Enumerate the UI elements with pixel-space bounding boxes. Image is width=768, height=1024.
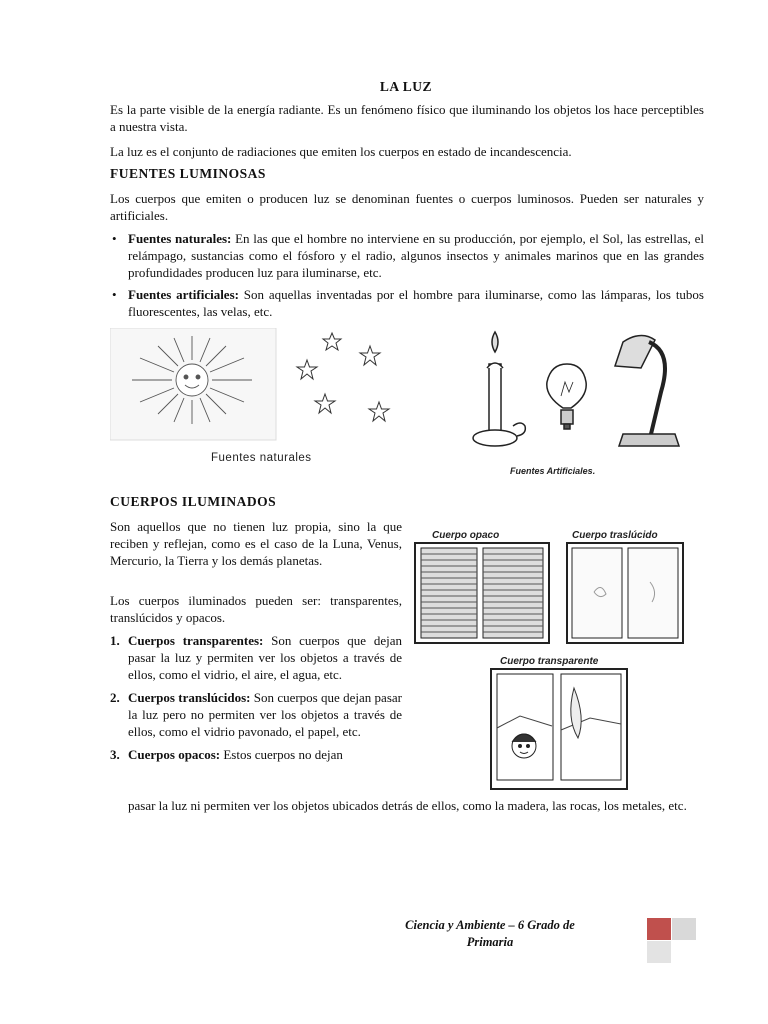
list-item <box>110 689 402 740</box>
item-term: Cuerpos transparentes: <box>128 633 264 648</box>
item-3-continued: pasar la luz ni permiten ver los objetos ubicados detrás de ellos, como la madera, las rocas, los metales, etc. <box>128 798 687 813</box>
item-number: 3. <box>110 747 120 762</box>
translucent-window-illustration <box>566 542 684 644</box>
list-item <box>110 746 402 763</box>
section-heading-iluminados: CUERPOS ILUMINADOS <box>110 494 277 509</box>
child-face-icon <box>512 734 536 758</box>
item-desc: Son cuerpos que dejan pasar la luz pero no permiten ver los objetos a través de ellos, como el vidrio pavonado, el papel, etc. <box>128 690 402 739</box>
item-term: Fuentes artificiales: <box>128 287 239 302</box>
iluminados-paragraph-1: Son aquellos que no tienen luz propia, sino la que reciben y reflejan, como es el caso de la Luna, Venus, Mercurio, la Tierra y los demás planetas. <box>110 519 402 568</box>
artificial-sources-illustration <box>465 322 685 457</box>
item-term: Cuerpos translúcidos: <box>128 690 251 705</box>
intro-paragraph-2: La luz es el conjunto de radiaciones que emiten los cuerpos en estado de incandescencia. <box>110 144 572 159</box>
label-transparent: Cuerpo transparente <box>500 656 599 667</box>
item-number: 2. <box>110 690 120 705</box>
footer-line-2: Primaria <box>466 935 514 949</box>
fuentes-list <box>110 230 704 320</box>
item-term: Cuerpos opacos: <box>128 747 221 762</box>
footer-line-1: Ciencia y Ambiente – 6 Grado de <box>405 918 575 932</box>
item-desc: En las que el hombre no interviene en su producción, por ejemplo, el Sol, las estrellas, el relámpago, sustancias como el fósforo y el radio, algunos insectos y animales marinos que en las grandes profundidades producen luz para iluminarse, etc. <box>128 231 704 280</box>
star-icon <box>297 333 389 421</box>
item-desc: Estos cuerpos no dejan <box>220 747 343 762</box>
intro-paragraph-1: Es la parte visible de la energía radiante. Es un fenómeno físico que iluminando los objetos los hace perceptibles a nuestra vista. <box>110 102 704 134</box>
candle-icon <box>473 332 525 446</box>
footer-light-block <box>647 941 671 963</box>
list-item <box>110 230 704 281</box>
item-term: Fuentes naturales: <box>128 231 232 246</box>
item-desc: Son cuerpos que dejan pasar la luz y permiten ver los objetos a través de ellos, como el vidrio, el aire, el agua, etc. <box>128 633 402 682</box>
item-number: 1. <box>110 633 120 648</box>
opaque-window-illustration <box>414 542 550 644</box>
transparent-window-illustration <box>490 668 628 790</box>
desk-lamp-icon <box>615 335 679 446</box>
item-desc: Son aquellas inventadas por el hombre para iluminarse, como las lámparas, los tubos fluorescentes, las velas, etc. <box>128 287 704 319</box>
iluminados-paragraph-2: Los cuerpos iluminados pueden ser: transparentes, translúcidos y opacos. <box>110 593 402 625</box>
caption-natural: Fuentes naturales <box>211 452 312 464</box>
light-bulb-icon <box>547 364 586 429</box>
list-item <box>110 632 402 683</box>
natural-sources-illustration <box>110 328 410 453</box>
label-translucent: Cuerpo traslúcido <box>572 530 658 541</box>
list-item <box>110 286 704 320</box>
section-heading-fuentes: FUENTES LUMINOSAS <box>110 166 266 181</box>
iluminados-list <box>110 632 402 763</box>
footer-accent-block <box>647 918 671 940</box>
footer-light-block <box>672 918 696 940</box>
page-title: LA LUZ <box>379 79 433 94</box>
fuentes-paragraph: Los cuerpos que emiten o producen luz se denominan fuentes o cuerpos luminosos. Pueden ser naturales y artificiales. <box>110 191 704 223</box>
caption-artificial: Fuentes Artificiales. <box>510 466 596 476</box>
label-opaque: Cuerpo opaco <box>432 530 500 541</box>
